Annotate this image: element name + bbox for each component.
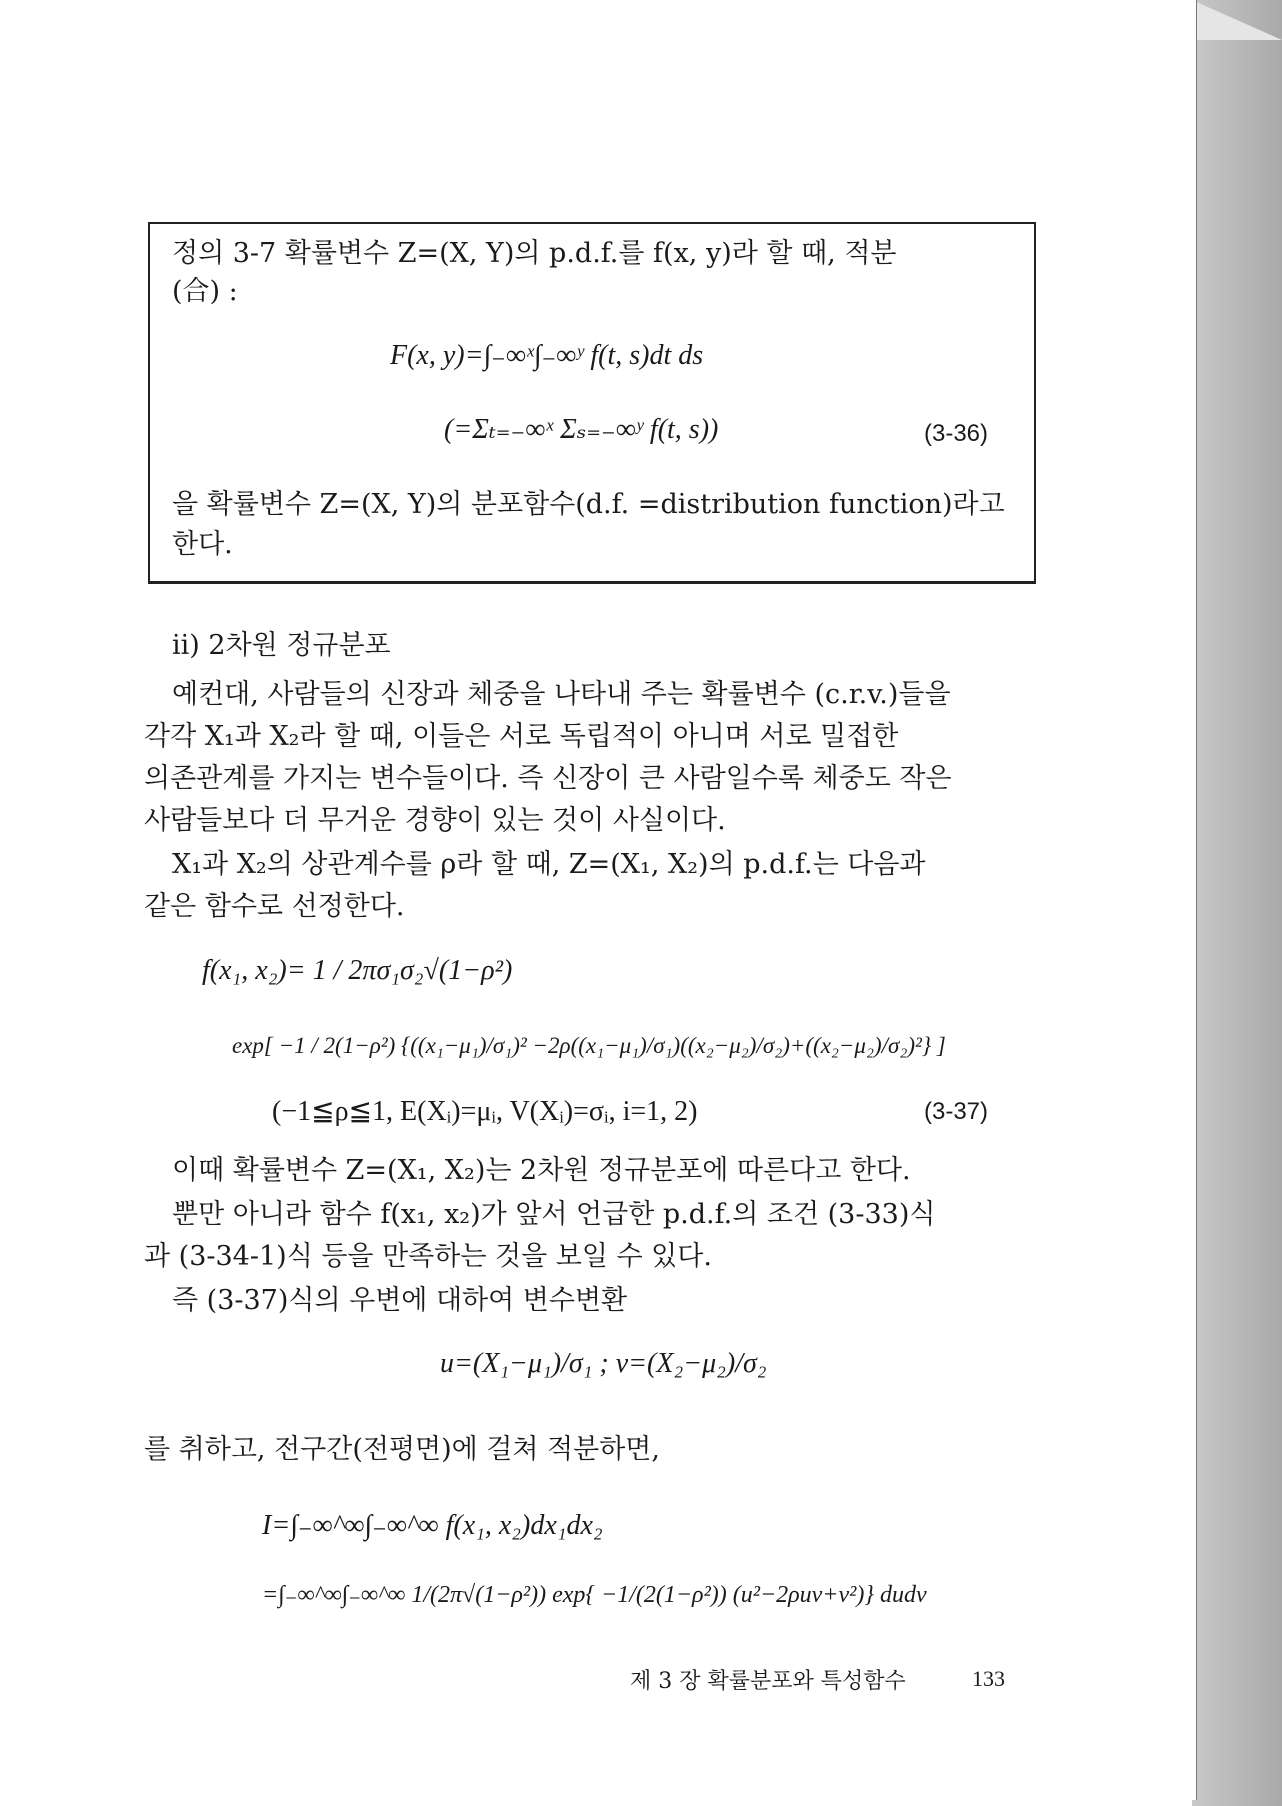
paragraph-2-line-1: X₁과 X₂의 상관계수를 ρ라 할 때, Z=(X₁, X₂)의 p.d.f.는 다음과 (172, 849, 926, 880)
equation-3-37-line-1: f(x₁, x₂)= 1 / 2πσ₁σ₂√(1−ρ²) (202, 955, 513, 986)
paragraph-6: 를 취하고, 전구간(전평면)에 걸쳐 적분하면, (144, 1434, 660, 1465)
paragraph-4-line-2: 과 (3-34-1)식 등을 만족하는 것을 보일 수 있다. (144, 1241, 712, 1272)
paragraph-2-line-2: 같은 함수로 선정한다. (144, 891, 405, 922)
section-heading: ii) 2차원 정규분포 (172, 630, 391, 661)
page-number: 133 (972, 1666, 1005, 1691)
formula-cdf-integral: F(x, y)=∫₋∞ˣ∫₋∞ʸ f(t, s)dt ds (390, 340, 704, 371)
paragraph-1-line-1: 예컨대, 사람들의 신장과 체중을 나타내 주는 확률변수 (c.r.v.)들을 (172, 679, 951, 710)
definition-line-3: 을 확률변수 Z=(X, Y)의 분포함수(d.f. =distribution function)라고 (172, 489, 1005, 520)
formula-label-3-36: (3-36) (924, 420, 989, 447)
substitution-formula: u=(X₁−μ₁)/σ₁ ; v=(X₂−μ₂)/σ₂ (440, 1348, 767, 1379)
definition-line-2: (合) : (172, 276, 238, 307)
definition-line-1: 정의 3-7 확률변수 Z=(X, Y)의 p.d.f.를 f(x, y)라 할 때, 적분 (172, 238, 897, 269)
page-edge-shadow (1192, 0, 1282, 1806)
paragraph-3: 이때 확률변수 Z=(X₁, X₂)는 2차원 정규분포에 따른다고 한다. (172, 1155, 911, 1186)
paragraph-1-line-2: 각각 X₁과 X₂라 할 때, 이들은 서로 독립적이 아니며 서로 밀접한 (144, 721, 899, 752)
formula-cdf-sum: (=Σₜ₌₋∞ˣ Σₛ₌₋∞ʸ f(t, s)) (444, 414, 719, 445)
running-footer-chapter: 제 3 장 확률분포와 특성함수 (630, 1669, 906, 1694)
integral-line-1: I=∫₋∞^∞∫₋∞^∞ f(x₁, x₂)dx₁dx₂ (262, 1510, 603, 1541)
equation-3-37-line-3: (−1≦ρ≦1, E(Xᵢ)=μᵢ, V(Xᵢ)=σᵢ, i=1, 2) (272, 1096, 698, 1127)
paragraph-1-line-3: 의존관계를 가지는 변수들이다. 즉 신장이 큰 사람일수록 체중도 작은 (144, 763, 952, 794)
paragraph-4-line-1: 뿐만 아니라 함수 f(x₁, x₂)가 앞서 언급한 p.d.f.의 조건 (3-33)식 (172, 1199, 936, 1230)
definition-box (148, 222, 1036, 584)
integral-line-2: =∫₋∞^∞∫₋∞^∞ 1/(2π√(1−ρ²)) exp{ −1/(2(1−ρ²)) (u²−2ρuv+v²)} dudv (262, 1582, 927, 1608)
paragraph-1-line-4: 사람들보다 더 무거운 경향이 있는 것이 사실이다. (144, 805, 726, 836)
formula-label-3-37: (3-37) (924, 1098, 989, 1125)
definition-line-4: 한다. (172, 529, 233, 560)
equation-3-37-line-2: exp[ −1 / 2(1−ρ²) {((x₁−μ₁)/σ₁)² −2ρ((x₁−μ₁)/σ₁)((x₂−μ₂)/σ₂)+((x₂−μ₂)/σ₂)²} ] (232, 1033, 946, 1058)
paragraph-5: 즉 (3-37)식의 우변에 대하여 변수변환 (172, 1285, 628, 1316)
